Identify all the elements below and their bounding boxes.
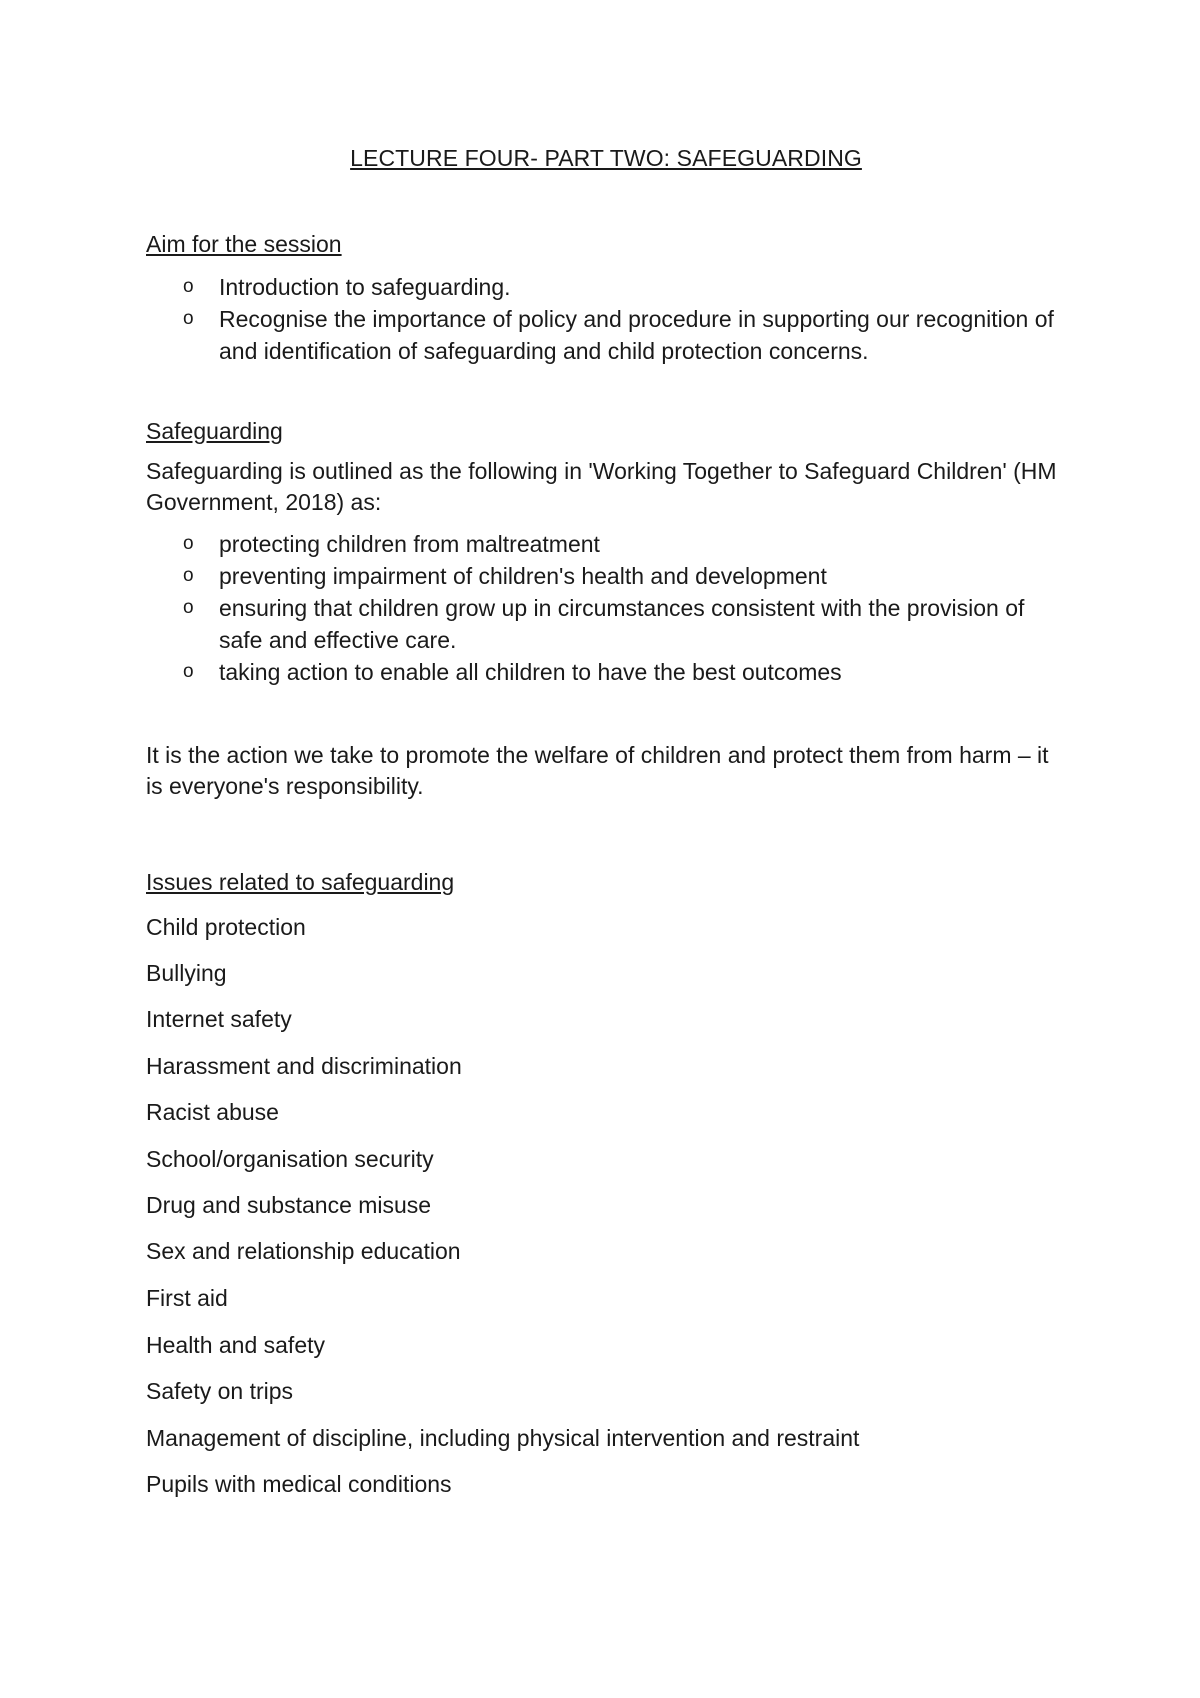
safeguarding-bullet-text: preventing impairment of children's health and development [219, 563, 827, 589]
bullet-marker-icon: o [183, 661, 194, 682]
list-item: First aid [146, 1285, 228, 1311]
bullet-marker-icon: o [183, 308, 194, 329]
issues-heading: Issues related to safeguarding [146, 869, 455, 895]
bullet-marker-icon: o [183, 533, 194, 554]
list-item: Health and safety [146, 1332, 326, 1358]
list-item: Child protection [146, 914, 306, 940]
aim-heading: Aim for the session [146, 231, 342, 257]
list-item: Racist abuse [146, 1099, 279, 1125]
list-item: Internet safety [146, 1006, 292, 1032]
list-item: Pupils with medical conditions [146, 1471, 452, 1497]
list-item: Bullying [146, 960, 227, 986]
list-item [146, 271, 1066, 303]
safeguarding-bullet-text: ensuring that children grow up in circumstances consistent with the provision of safe and effective care. [219, 595, 1025, 653]
list-item [146, 560, 1066, 592]
document-title: LECTURE FOUR- PART TWO: SAFEGUARDING [350, 145, 862, 171]
safeguarding-closing: It is the action we take to promote the welfare of children and protect them from harm – it is everyone's responsibility. [146, 742, 1049, 799]
safeguarding-bullet-list [146, 528, 1066, 688]
aim-bullet-list [146, 271, 1066, 367]
list-item: Harassment and discrimination [146, 1053, 462, 1079]
list-item: Safety on trips [146, 1378, 294, 1404]
list-item [146, 656, 1066, 688]
aim-bullet-text: Introduction to safeguarding. [219, 274, 511, 300]
list-item: School/organisation security [146, 1146, 434, 1172]
list-item [146, 303, 1066, 367]
bullet-marker-icon: o [183, 276, 194, 297]
bullet-marker-icon: o [183, 597, 194, 618]
list-item: Management of discipline, including physical intervention and restraint [146, 1425, 860, 1451]
safeguarding-bullet-text: protecting children from maltreatment [219, 531, 600, 557]
list-item [146, 528, 1066, 560]
list-item: Sex and relationship education [146, 1238, 461, 1264]
aim-bullet-text: Recognise the importance of policy and procedure in supporting our recognition of and identification of safeguarding and child protection concerns. [219, 306, 1054, 364]
list-item: Drug and substance misuse [146, 1192, 432, 1218]
list-item [146, 592, 1066, 656]
safeguarding-bullet-text: taking action to enable all children to have the best outcomes [219, 659, 842, 685]
bullet-marker-icon: o [183, 565, 194, 586]
safeguarding-heading: Safeguarding [146, 418, 283, 444]
safeguarding-intro: Safeguarding is outlined as the following in 'Working Together to Safeguard Children' (HM Government, 2018) as: [146, 458, 1057, 515]
